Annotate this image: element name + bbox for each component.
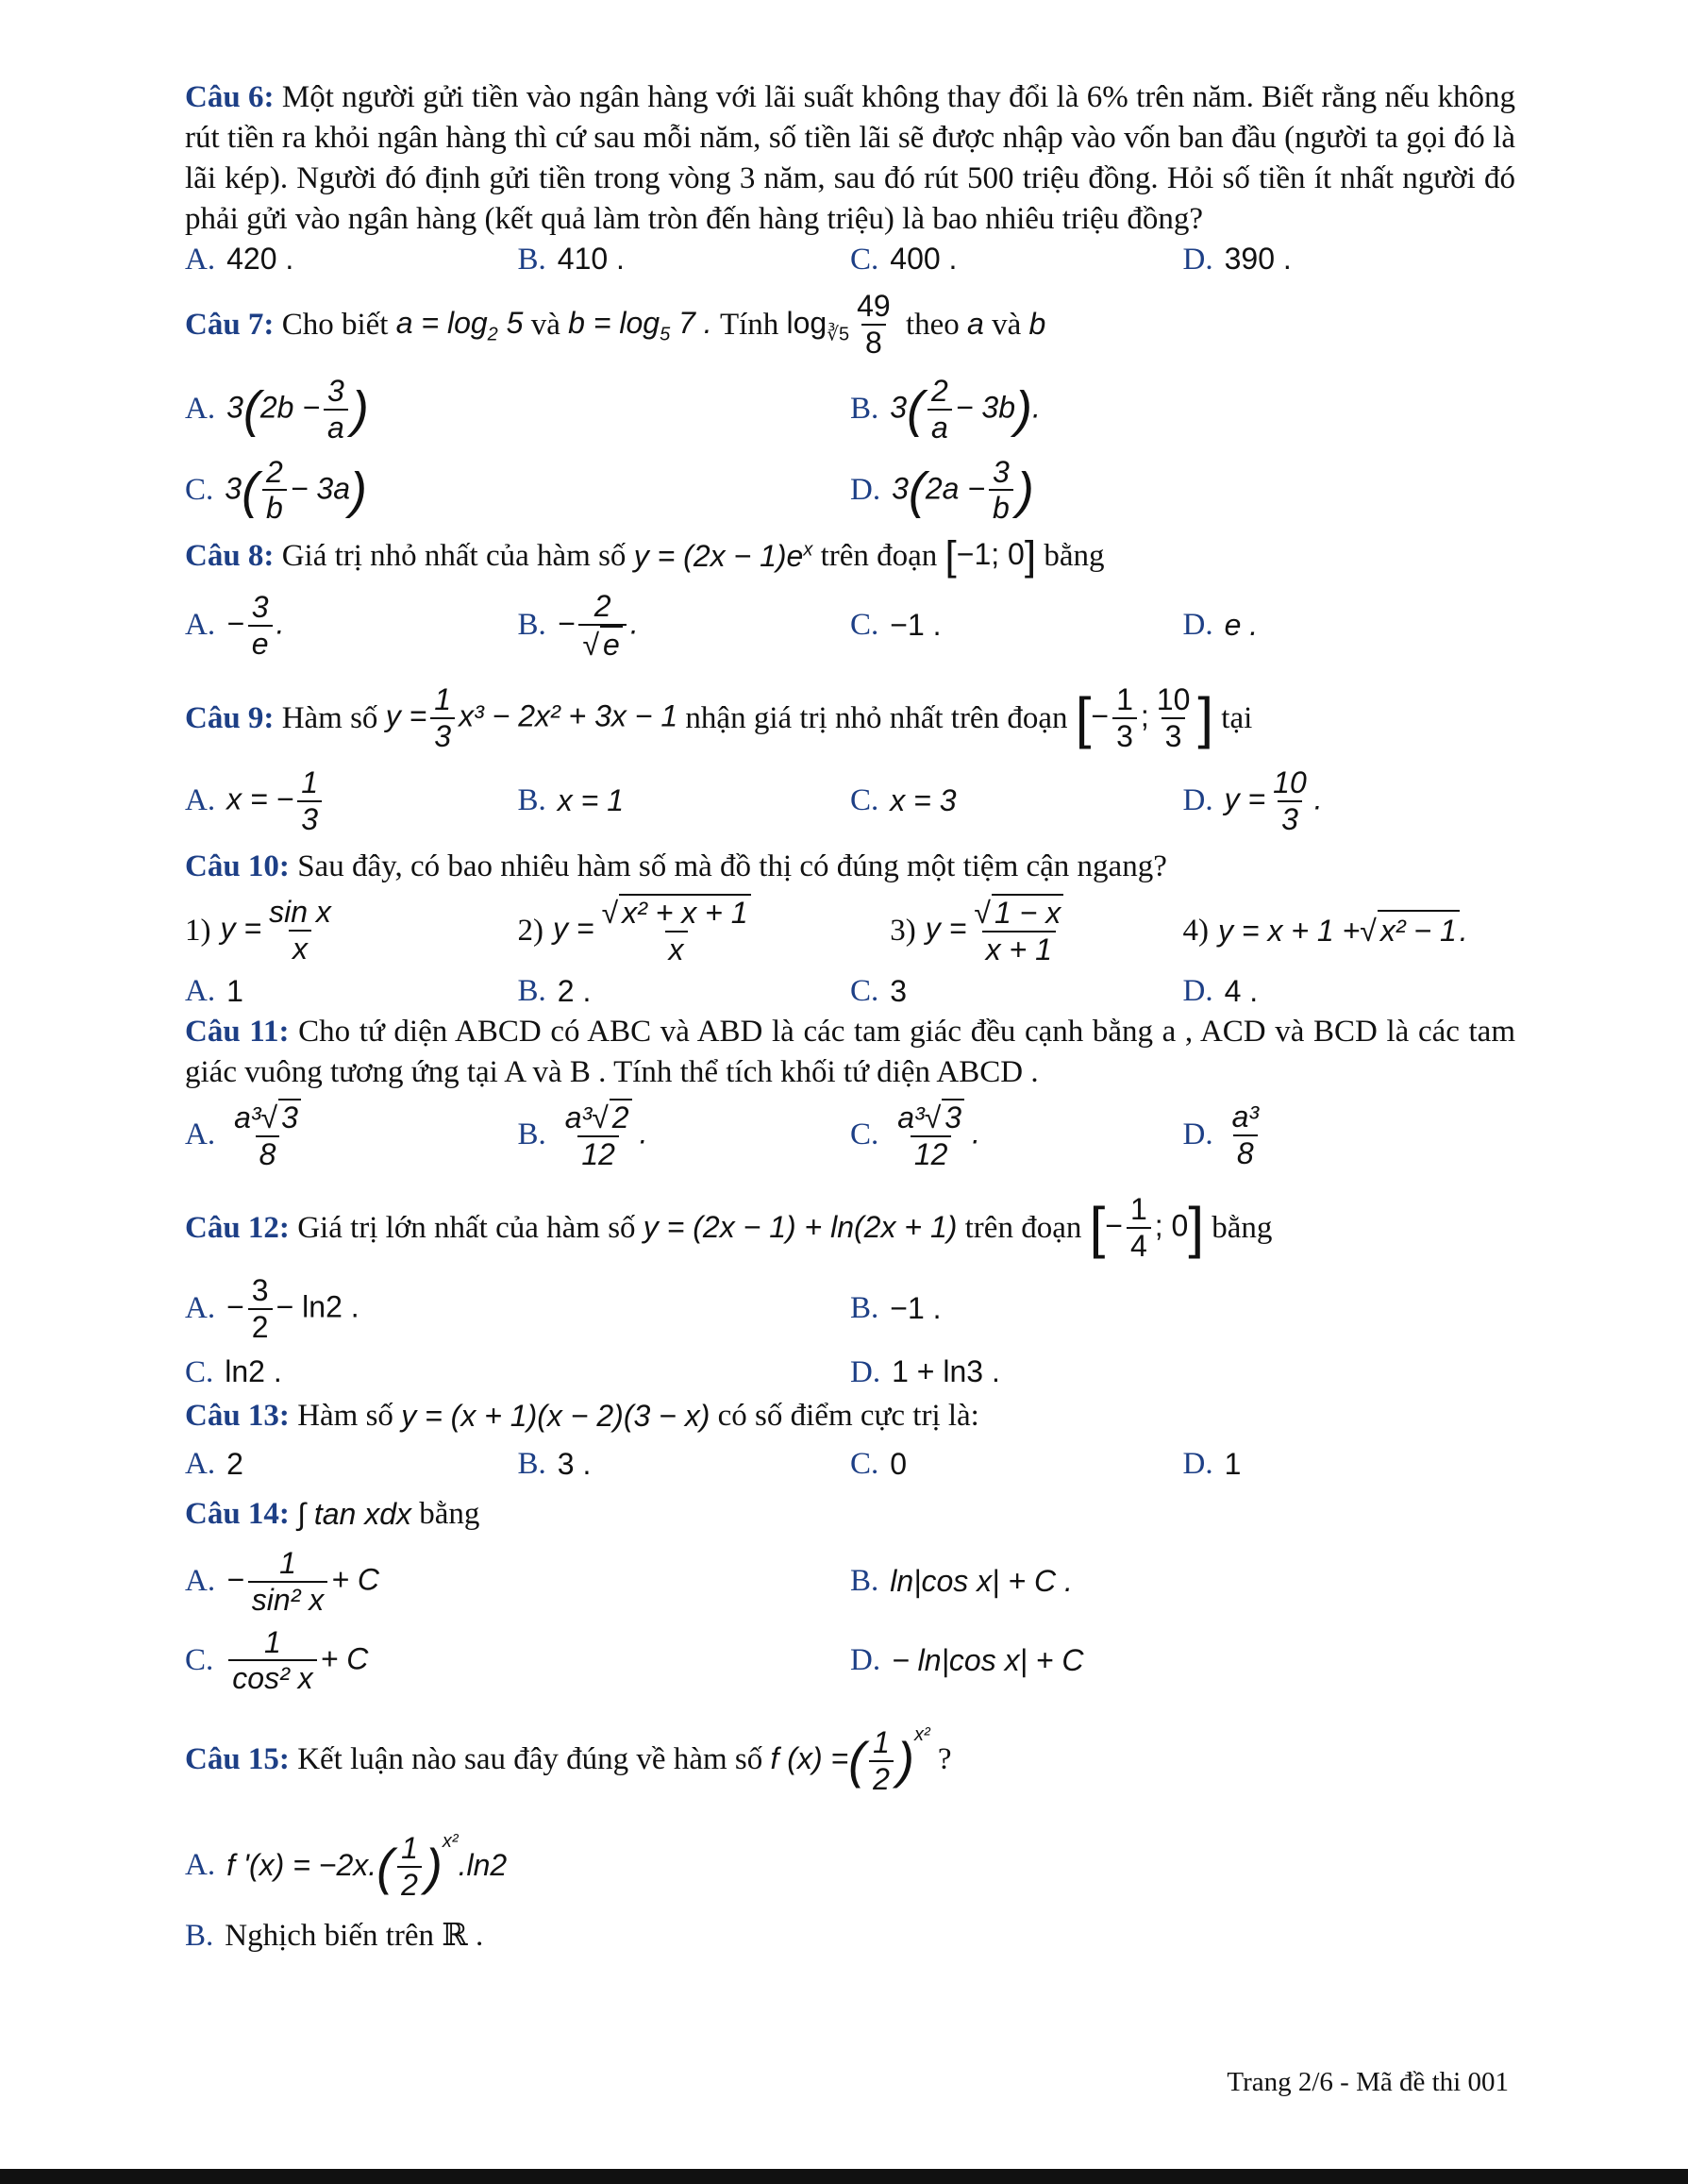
option-b[interactable]: B. 410 . (517, 242, 625, 277)
question-8 (185, 532, 1515, 662)
option-b[interactable]: B. $\frac{\text{a³√ 2}}{12}$ . (517, 1100, 648, 1171)
option-d[interactable]: D. y = $\frac{10}{3}$ . (1182, 764, 1323, 836)
question-6-text: Một người gửi tiền vào ngân hàng với lãi suất không thay đổi là 6% trên năm. Biết rằng nếu không rút tiền ra khỏi ngân hàng thì cứ sau mỗi năm, số tiền lãi sẽ được nhập vào vốn ban đầu (người ta gọi đó là lãi kép). Người đó định gửi tiền trong vòng 3 năm, sau đó rút 500 triệu đồng. Hỏi số tiền ít nhất người đó phải gửi vào ngân hàng (kết quả làm tròn đến hàng triệu) là bao nhiêu triệu đồng? (185, 80, 1516, 236)
question-13-options (185, 1444, 1515, 1485)
option-a[interactable]: A. 3(2b − $\frac{3}{a}$ ) (185, 374, 369, 445)
option-c[interactable]: C. $\frac{1}{\text{cos² x}}$ + C (185, 1624, 369, 1696)
option-c[interactable]: C. 3( $\frac{2}{b}$ − 3a) (185, 454, 367, 526)
question-6-head: Câu 6: (185, 80, 275, 114)
question-15-option-b[interactable]: B. Nghịch biến trên ℝ . (185, 1918, 484, 1953)
option-a[interactable]: A. − $\frac{3}{e}$ . (185, 589, 285, 661)
option-d[interactable]: D. 4 . (1182, 973, 1259, 1009)
question-12-options-ab (185, 1273, 1515, 1345)
question-14-options-ab (185, 1546, 1515, 1618)
option-d[interactable]: D. e . (1182, 607, 1259, 643)
option-b[interactable]: B. 3( $\frac{2}{a}$ − 3b). (850, 374, 1041, 445)
exam-page (185, 77, 1515, 1957)
option-c[interactable]: C. −1 . (850, 607, 942, 643)
option-a[interactable]: A. 1 (185, 973, 243, 1009)
question-10-functions (185, 894, 1515, 967)
option-a[interactable]: A. 420 . (185, 242, 294, 277)
question-6 (185, 77, 1515, 279)
question-15-option-a[interactable]: A. f '(x) = −2x.( $\frac{1}{2}$ )$^{x^2}$.ln2 (185, 1830, 508, 1903)
option-d[interactable]: D. 1 (1182, 1446, 1242, 1482)
question-9 (185, 682, 1515, 836)
question-15-stem: Câu 15: Kết luận nào sau đây đúng về hàm số f (x) =( $\frac{1}{2}$ )$^{x^2}$ ? (185, 1724, 952, 1796)
question-12-stem: Câu 12: Giá trị lớn nhất của hàm số y = (2x − 1) + ln(2x + 1) trên đoạn [− $\frac{1}{4}$ ; 0] bằng (185, 1192, 1273, 1264)
question-15 (185, 1722, 1515, 1957)
question-14-options-cd (185, 1625, 1515, 1697)
option-d[interactable]: D. 390 . (1182, 242, 1292, 277)
option-b[interactable]: B. 2 . (517, 973, 592, 1009)
question-6-options (185, 240, 1515, 280)
option-a[interactable]: A. − $\frac{3}{2}$ − ln2 . (185, 1272, 359, 1344)
option-a[interactable]: A. − $\frac{1}{\text{sin² x}}$ + C (185, 1546, 379, 1617)
question-13-stem: Câu 13: Hàm số y = (x + 1)(x − 2)(3 − x) có số điểm cực trị là: (185, 1399, 979, 1434)
function-1: 1) y = $\frac{\text{sin x}}{x}$ (185, 895, 331, 966)
question-12 (185, 1192, 1515, 1392)
option-d[interactable]: D. − ln|cos x| + C (850, 1642, 1084, 1677)
option-c[interactable]: C. x = 3 (850, 782, 957, 818)
question-12-options-cd (185, 1352, 1515, 1393)
option-d[interactable]: D. $\frac{\text{a³}}{8}$ (1182, 1099, 1260, 1170)
option-b[interactable]: B. − $\frac{2}{√ e}$ . (517, 588, 639, 662)
question-10: Câu 10: Sau đây, có bao nhiêu hàm số mà đồ thị có đúng một tiệm cận ngang? 1) y = $\frac{\text{sin x}}{x}$ 2) y = $\frac{\text{√ x² + x + 1}}{x}$ 3) y = $\frac{√ 1 - x}{x + 1}$ 4) y = x + 1 +√ x² − 1. A. 1 B. 2 . C. 3 D. 4 . (185, 847, 1515, 1012)
question-14-stem: Câu 14: ∫ tan xdx bằng (185, 1496, 480, 1532)
question-7-options-ab (185, 374, 1515, 445)
question-9-options (185, 765, 1515, 837)
option-a[interactable]: A. x = − $\frac{1}{3}$ (185, 765, 518, 837)
question-13 (185, 1396, 1515, 1485)
bottom-bar (0, 2169, 1688, 2184)
option-b[interactable]: B. ln|cos x| + C . (850, 1564, 1073, 1599)
function-3: 3) y = $\frac{√ 1 - x}{x + 1}$ (890, 894, 1182, 967)
question-10-options (185, 971, 1515, 1012)
option-b[interactable]: B. 3 . (517, 1446, 592, 1482)
question-14 (185, 1494, 1515, 1696)
question-11: Câu 11: Cho tứ diện ABCD có ABC và ABD là các tam giác đều cạnh bằng a , ACD và BCD là các tam giác vuông tương ứng tại A và B . Tính thể tích khối tứ diện ABCD . A. $\frac{\text{a³√ 3}}{8}$ B. $\frac{\text{a³√ 2}}{12}$ . C. $\frac{\text{a³√ 3}}{12}$ . D. $\frac{\text{a³}}{8}$ (185, 1014, 1515, 1171)
option-b[interactable]: B. x = 1 (517, 782, 625, 818)
option-c[interactable]: C. 400 . (850, 242, 958, 277)
question-11-options (185, 1099, 1515, 1172)
option-c[interactable]: C. 0 (850, 1446, 908, 1482)
question-7 (185, 289, 1515, 526)
option-a[interactable]: A. 2 (185, 1446, 243, 1482)
question-8-options (185, 589, 1515, 663)
option-d[interactable]: D. 3(2a − $\frac{3}{b}$ ) (850, 454, 1034, 526)
question-9-stem: Câu 9: Hàm số y = $\frac{1}{3}$ x³ − 2x² + 3x − 1 nhận giá trị nhỏ nhất trên đoạn [− $\frac{1}{3}$ ; $\frac{10}{3}$ ] tại (185, 682, 1253, 754)
option-c[interactable]: C. 3 (850, 973, 908, 1009)
function-2: 2) y = $\frac{\text{√ x² + x + 1}}{x}$ (518, 894, 891, 967)
option-c[interactable]: C. $\frac{\text{a³√ 3}}{12}$ . (850, 1100, 980, 1171)
option-c[interactable]: C. ln2 . (185, 1354, 282, 1389)
option-a[interactable]: A. $\frac{\text{a³√ 3}}{8}$ (185, 1099, 518, 1172)
page-footer: Trang 2/6 - Mã đề thi 001 (1227, 2067, 1509, 2097)
question-8-stem: Câu 8: Giá trị nhỏ nhất của hàm số $y = (2x - 1)e^x$ trên đoạn [−1; 0] bằng (185, 532, 1105, 580)
option-d[interactable]: D. 1 + ln3 . (850, 1354, 1000, 1389)
function-4: 4) y = x + 1 +√ x² − 1. (1182, 910, 1515, 951)
question-7-stem: Câu 7: Cho biết $a = \log_2 5$ và $b = \log_5 7$ . Tính $\log_{∛5}$ $\frac{49}{8}$ theo a và b (185, 289, 1046, 361)
option-b[interactable]: B. −1 . (850, 1290, 942, 1326)
question-7-options-cd (185, 455, 1515, 527)
